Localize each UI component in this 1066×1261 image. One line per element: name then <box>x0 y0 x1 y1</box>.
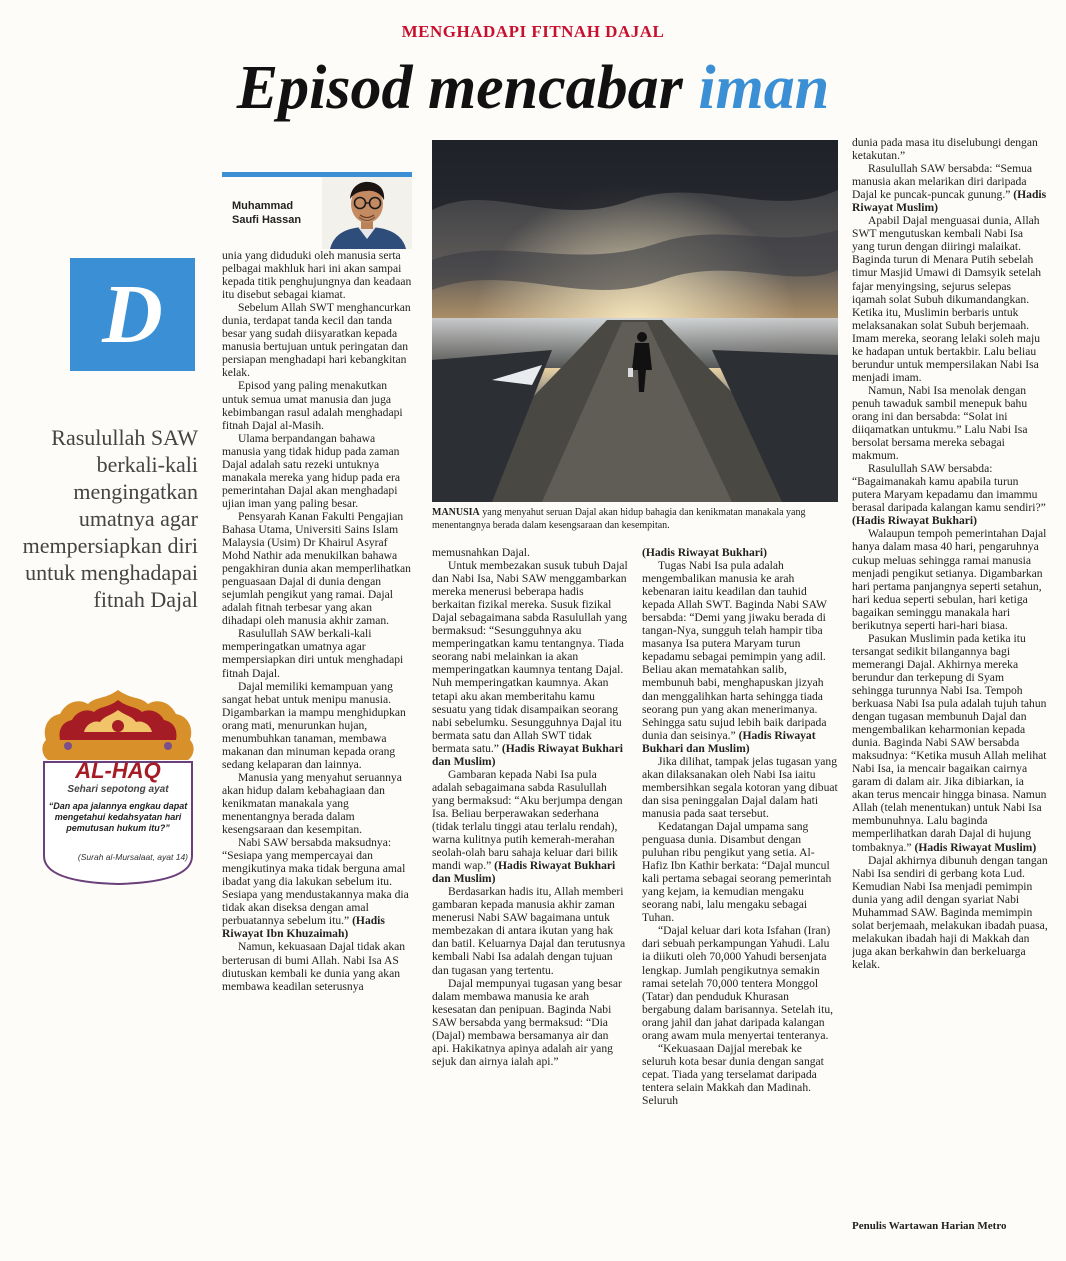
article-column-2 <box>432 546 628 1236</box>
article-paragraph <box>852 162 1048 214</box>
article-paragraph <box>432 768 628 885</box>
article-column-4 <box>852 136 1048 1216</box>
paragraph-text: Namun, kekuasaan Dajal tidak akan berterusan di bumi Allah. Nabi Isa AS diutuskan kembali ke dunia yang akan membawa keadilan seterusnya <box>222 940 406 993</box>
paragraph-text: Berdasarkan hadis itu, Allah memberi gambaran kepada manusia akhir zaman menerusi Nabi SAW bagaimana untuk membezakan di antara ikutan yang hak dan batil. Keluarnya Dajal dan terutusnya kembali Nabi Isa adalah dengan tujuan dan tugasan yang tertentu. <box>432 885 626 977</box>
article-paragraph <box>222 510 412 627</box>
paragraph-text: Episod yang paling menakutkan untuk semua umat manusia dan juga kebimbangan rasul adalah menghadapi fitnah Dajal al-Masih. <box>222 379 403 432</box>
paragraph-text: Dajal memiliki kemampuan yang sangat hebat untuk menipu manusia. Digambarkan ia mampu menghidupkan orang mati, menurunkan hujan, menumbuhkan tanaman, membawa makanan dan minuman kepada orang sedang kelaparan dan lainnya. <box>222 679 406 771</box>
article-paragraph <box>642 1042 838 1107</box>
pull-quote: Rasulullah SAW berkali-kali mengingatkan umatnya agar mempersiapkan diri untuk menghadapai fitnah Dajal <box>22 425 198 612</box>
article-kicker: MENGHADAPI FITNAH DAJAL <box>401 22 665 41</box>
headline-main: Episod mencabar <box>236 54 699 122</box>
article-paragraph <box>222 836 412 940</box>
hadith-source: (Hadis Riwayat Bukhari) <box>642 546 767 559</box>
paragraph-text: “Kekuasaan Dajjal merebak ke seluruh kota besar dunia dengan sangat cepat. Tiada yang terselamat daripada tentera selain Makkah dan Madinah. Seluruh <box>642 1041 824 1107</box>
article-paragraph <box>852 136 1048 162</box>
article-paragraph <box>222 680 412 771</box>
article-paragraph <box>852 462 1048 527</box>
article-paragraph <box>642 546 838 559</box>
article-paragraph <box>852 384 1048 462</box>
hadith-source: (Hadis Riwayat Muslim) <box>914 840 1037 854</box>
paragraph-text: Sebelum Allah SWT menghancurkan dunia, terdapat tanda kecil dan tanda besar yang sudah diisyaratkan kepada manusia bertujuan untuk peringatan dan persiapan menghadapi hari kebangkitan kelak. <box>222 301 411 380</box>
al-haq-title: AL-HAQ <box>75 758 161 783</box>
drop-cap: D <box>70 258 195 371</box>
al-haq-quote: “Dan apa jalannya engkau dapat mengetahui kedahsyatan hari pemutusan hukum itu?” <box>48 801 188 833</box>
paragraph-text: Dajal mempunyai tugasan yang besar dalam membawa manusia ke arah kesesatan dan penipuan. Baginda Nabi SAW bersabda yang bermaksud: “Dia (Dajal) membawa bersamanya air dan api. Hakikatnya apinya adalah air yang sejuk dan airnya ialah api.” <box>432 976 622 1068</box>
al-haq-subtitle: Sehari sepotong ayat <box>67 784 169 795</box>
article-paragraph <box>852 527 1048 631</box>
paragraph-text: “Dajal keluar dari kota Isfahan (Iran) dari sebuah perkampungan Yahudi. Lalu ia diikuti oleh 70,000 Yahudi bersenjata lengkap. Jumlah pengikutnya semakin ramai setelah 70,000 tentera Monggol (Tatar) dan penduduk Khurasan bergabung dalam barisannya. Setelah itu, orang jahil dan jahat daripada kalangan orang awam mula menyertai tenteranya. <box>642 924 834 1042</box>
paragraph-text: Tugas Nabi Isa pula adalah mengembalikan manusia ke arah kebenaran iaitu keadilan dan tauhid kepada Allah SWT. Baginda Nabi SAW bersabda: “Demi yang jiwaku berada di tangan-Nya, sungguh telah hampir tiba masanya Isa putera Maryam turun kepadamu sebagai pemimpin yang adil. Beliau akan mematahkan salib, membunuh babi, menghapuskan jizyah dan menggalihkan harta sehingga tiada seorang pun yang akan menerimanya. Sehingga satu sujud lebih baik daripada dunia dan seisinya.” <box>642 559 827 742</box>
paragraph-text: unia yang diduduki oleh manusia serta pelbagai makhluk hari ini akan sampai kepada titik penghujungnya dan keadaan itu disebut sebagai kiamat. <box>222 249 412 302</box>
hadith-source: (Hadis Riwayat Bukhari dan Muslim) <box>432 859 616 886</box>
article-column-3 <box>642 546 838 1236</box>
paragraph-text: Apabil Dajal menguasai dunia, Allah SWT mengutuskan kembali Nabi Isa yang turun dengan diiringi malaikat. Baginda turun di Menara Putih sebelah timur Masjid Umawi di Damsyik setelah fajar menyingsing, sejurus selepas iqamah solat Subuh dikumandangkan. Ketika itu, Muslimin berbaris untuk melaksanakan solat Subuh berjemaah. Imam mereka, seorang lelaki soleh maju ke hadapan untuk bertakbir. Lalu beliau berundur untuk mempersilakan Nabi Isa menjadi imam. <box>852 214 1042 384</box>
author-name <box>232 199 301 227</box>
paragraph-text: Jika dilihat, tampak jelas tugasan yang akan dilaksanakan oleh Nabi Isa iaitu membersihkan segala kotoran yang dibuat dan sisa peninggalan Dajal dalam hati manusia pada saat tersebut. <box>642 754 838 820</box>
photo-caption-text: yang menyahut seruan Dajal akan hidup bahagia dan kenikmatan manakala yang menentangnya berada dalam kesengsaraan dan kesempitan. <box>432 507 806 531</box>
article-photo <box>432 140 838 502</box>
article-paragraph <box>852 854 1048 971</box>
hadith-source: (Hadis Riwayat Muslim) <box>852 188 1047 215</box>
headline-accent: iman <box>698 54 830 122</box>
article-paragraph <box>222 432 412 510</box>
photo-caption <box>432 506 838 532</box>
al-haq-box <box>38 686 198 886</box>
article-paragraph <box>222 627 412 679</box>
paragraph-text: Ulama berpandangan bahawa manusia yang tidak hidup pada zaman Dajal adalah satu rezeki untuknya manakala mereka yang hidup pada era pemerintahan Dajal akan menghadapi ujian iman yang paling besar. <box>222 431 401 510</box>
article-paragraph <box>432 885 628 976</box>
author-first-name: Muhammad <box>232 200 294 212</box>
article-column-1 <box>222 249 412 1219</box>
paragraph-text: memusnahkan Dajal. <box>432 546 530 559</box>
article-paragraph <box>222 771 412 836</box>
paragraph-text: Kedatangan Dajal umpama sang penguasa dunia. Disambut dengan puluhan ribu pengikut yang setia. Al-Hafiz Ibn Kathir berkata: “Dajal muncul kali pertama sebagai seorang pemerintah yang kejam, ia kemudian mengaku seorang nabi, lalu mengaku sebagai Tuhan. <box>642 819 832 925</box>
article-paragraph <box>432 977 628 1068</box>
article-paragraph <box>222 249 412 301</box>
author-avatar <box>322 177 412 249</box>
article-paragraph <box>642 924 838 1041</box>
article-paragraph <box>642 755 838 820</box>
paragraph-text: Pensyarah Kanan Fakulti Pengajian Bahasa Utama, Universiti Sains Islam Malaysia (Usim) Dr Khairul Asyraf Mohd Nathir ada menukilkan bahawa pengakhiran dunia akan memperlihatkan penguasaan Dajal di dunia dengan sejumlah pengikut yang ramai. Dajal adalah fitnah terbesar yang akan dihadapi oleh manusia akhir zaman. <box>222 509 411 628</box>
photo-caption-lead: MANUSIA <box>432 507 480 518</box>
paragraph-text: Manusia yang menyahut seruannya akan hidup dalam kebahagiaan dan kenikmatan manakala yang menentangnya berada dalam kesengsaraan dan kesempitan. <box>222 770 402 837</box>
article-paragraph <box>222 940 412 992</box>
paragraph-text: Pasukan Muslimin pada ketika itu tersangat sedikit bilangannya bagi memerangi Dajal. Akhirnya mereka berundur dan terkepung di Syam sehingga turunnya Nabi Isa. Tempoh berkuasa Nabi Isa pula adalah tujuh tahun dengan tugasan membunuh Dajal dan mengembalikan keharmonian kepada dunia. Baginda Nabi SAW bersabda maksudnya: “Ketika musuh Allah melihat Nabi Isa, ia mencair bagaikan cairnya garam di dalam air. Jika dibiarkan, ia akan terus mencair hingga binasa. Namun Allah (telah menentukan) untuk Nabi Isa membunuhnya. Lalu baginda memperlihatkan darah Dajal di hujung tombaknya.” <box>852 631 1047 854</box>
al-haq-source: (Surah al-Mursalaat, ayat 14) <box>77 852 188 862</box>
hadith-source: (Hadis Riwayat Bukhari dan Muslim) <box>642 728 816 755</box>
article-paragraph <box>852 214 1048 384</box>
hadith-source: (Hadis Riwayat Ibn Khuzaimah) <box>222 914 385 941</box>
article-paragraph <box>642 559 838 755</box>
photo-image <box>432 140 838 502</box>
paragraph-text: Rasulullah SAW bersabda: “Bagaimanakah kamu apabila turun putera Maryam kepadamu dan imammu berasal daripada kalangan kamu sendiri?” <box>852 462 1046 515</box>
paragraph-text: Rasulullah SAW bersabda: “Semua manusia akan melarikan diri daripada Dajal ke puncak-puncak gunung.” <box>852 162 1033 202</box>
paragraph-text: Dajal akhirnya dibunuh dengan tangan Nabi Isa sendiri di gerbang kota Lud. Kemudian Nabi Isa menjadi pemimpin dunia yang adil dengan syariat Nabi Muhammad SAW. Baginda memimpin solat berjemaah, melakukan ibadah puasa, melakukan ibadah haji di Makkah dan juga akan berkahwin dan berkeluarga kelak. <box>852 853 1048 971</box>
article-paragraph <box>852 632 1048 854</box>
article-paragraph <box>432 559 628 768</box>
author-box <box>222 172 412 249</box>
paragraph-text: Gambaran kepada Nabi Isa pula adalah sebagaimana sabda Rasulullah yang bermaksud: “Aku berjumpa dengan Isa. Beliau berperawakan sederhana (tidak terlalu tinggi atau terlalu rendah), warna kulitnya putih kemerah-merahan seolah-olah baru sahaja keluar dari bilik mandi wap.” <box>432 767 623 873</box>
paragraph-text: dunia pada masa itu diselubungi dengan ketakutan.” <box>852 136 1038 163</box>
hadith-source: (Hadis Riwayat Bukhari) <box>852 514 977 528</box>
paragraph-text: Namun, Nabi Isa menolak dengan penuh tawaduk sambil menepuk bahu orang ini dan bersabda: “Solat ini diiqamatkan untukmu.” Lalu Nabi Isa bersolat bersama mereka sebagai makmum. <box>852 383 1028 463</box>
hadith-source: (Hadis Riwayat Bukhari dan Muslim) <box>432 741 623 768</box>
article-headline <box>0 48 1066 128</box>
byline: Penulis Wartawan Harian Metro <box>852 1220 1007 1232</box>
paragraph-text: Nabi SAW bersabda maksudnya: “Sesiapa yang mempercayai dan mengikutinya maka tidak berguna amal ibadat yang dia lakukan sebelum itu. Sesiapa yang mendustakannya maka dia tidak akan diseksa dengan amal perbuatannya sebelum itu.” <box>222 836 409 928</box>
article-paragraph <box>432 546 628 559</box>
author-last-name: Saufi Hassan <box>232 214 302 226</box>
paragraph-text: Walaupun tempoh pemerintahan Dajal hanya dalam masa 40 hari, pengaruhnya cukup meluas sehingga ramai manusia menjadi pengikut setianya. Digambarkan hari pertama panjangnya seperti setahun, hari kedua seperti sebulan, hari ketiga bagaikan seminggu manakala hari berikutnya seperti hari-hari biasa. <box>852 527 1047 632</box>
paragraph-text: Untuk membezakan susuk tubuh Dajal dan Nabi Isa, Nabi SAW menggambarkan mereka menerusi beberapa hadis berkaitan fizikal mereka. Susuk fizikal Dajal sebagaimana sabda Rasulullah yang bermaksud: “Sesungguhnya aku memperingatkan kamu tentangnya. Tiada seorang nabi melainkan ia akan memperingatkan kaumnya tentang Dajal. Nuh memperingatkan kaumnya. Akan tetapi aku akan memberitahu kamu sesuatu yang tidak disampaikan seorang nabi sebelumku. Sesungguhnya Dajal itu bermata satu dan Allah SWT tidak bermata satu.” <box>432 559 628 755</box>
article-paragraph <box>222 301 412 379</box>
article-paragraph <box>642 820 838 924</box>
paragraph-text: Rasulullah SAW berkali-kali memperingatkan umatnya agar mempersiapkan diri untuk menghadapi fitnah Dajal. <box>222 627 404 680</box>
article-paragraph <box>222 379 412 431</box>
